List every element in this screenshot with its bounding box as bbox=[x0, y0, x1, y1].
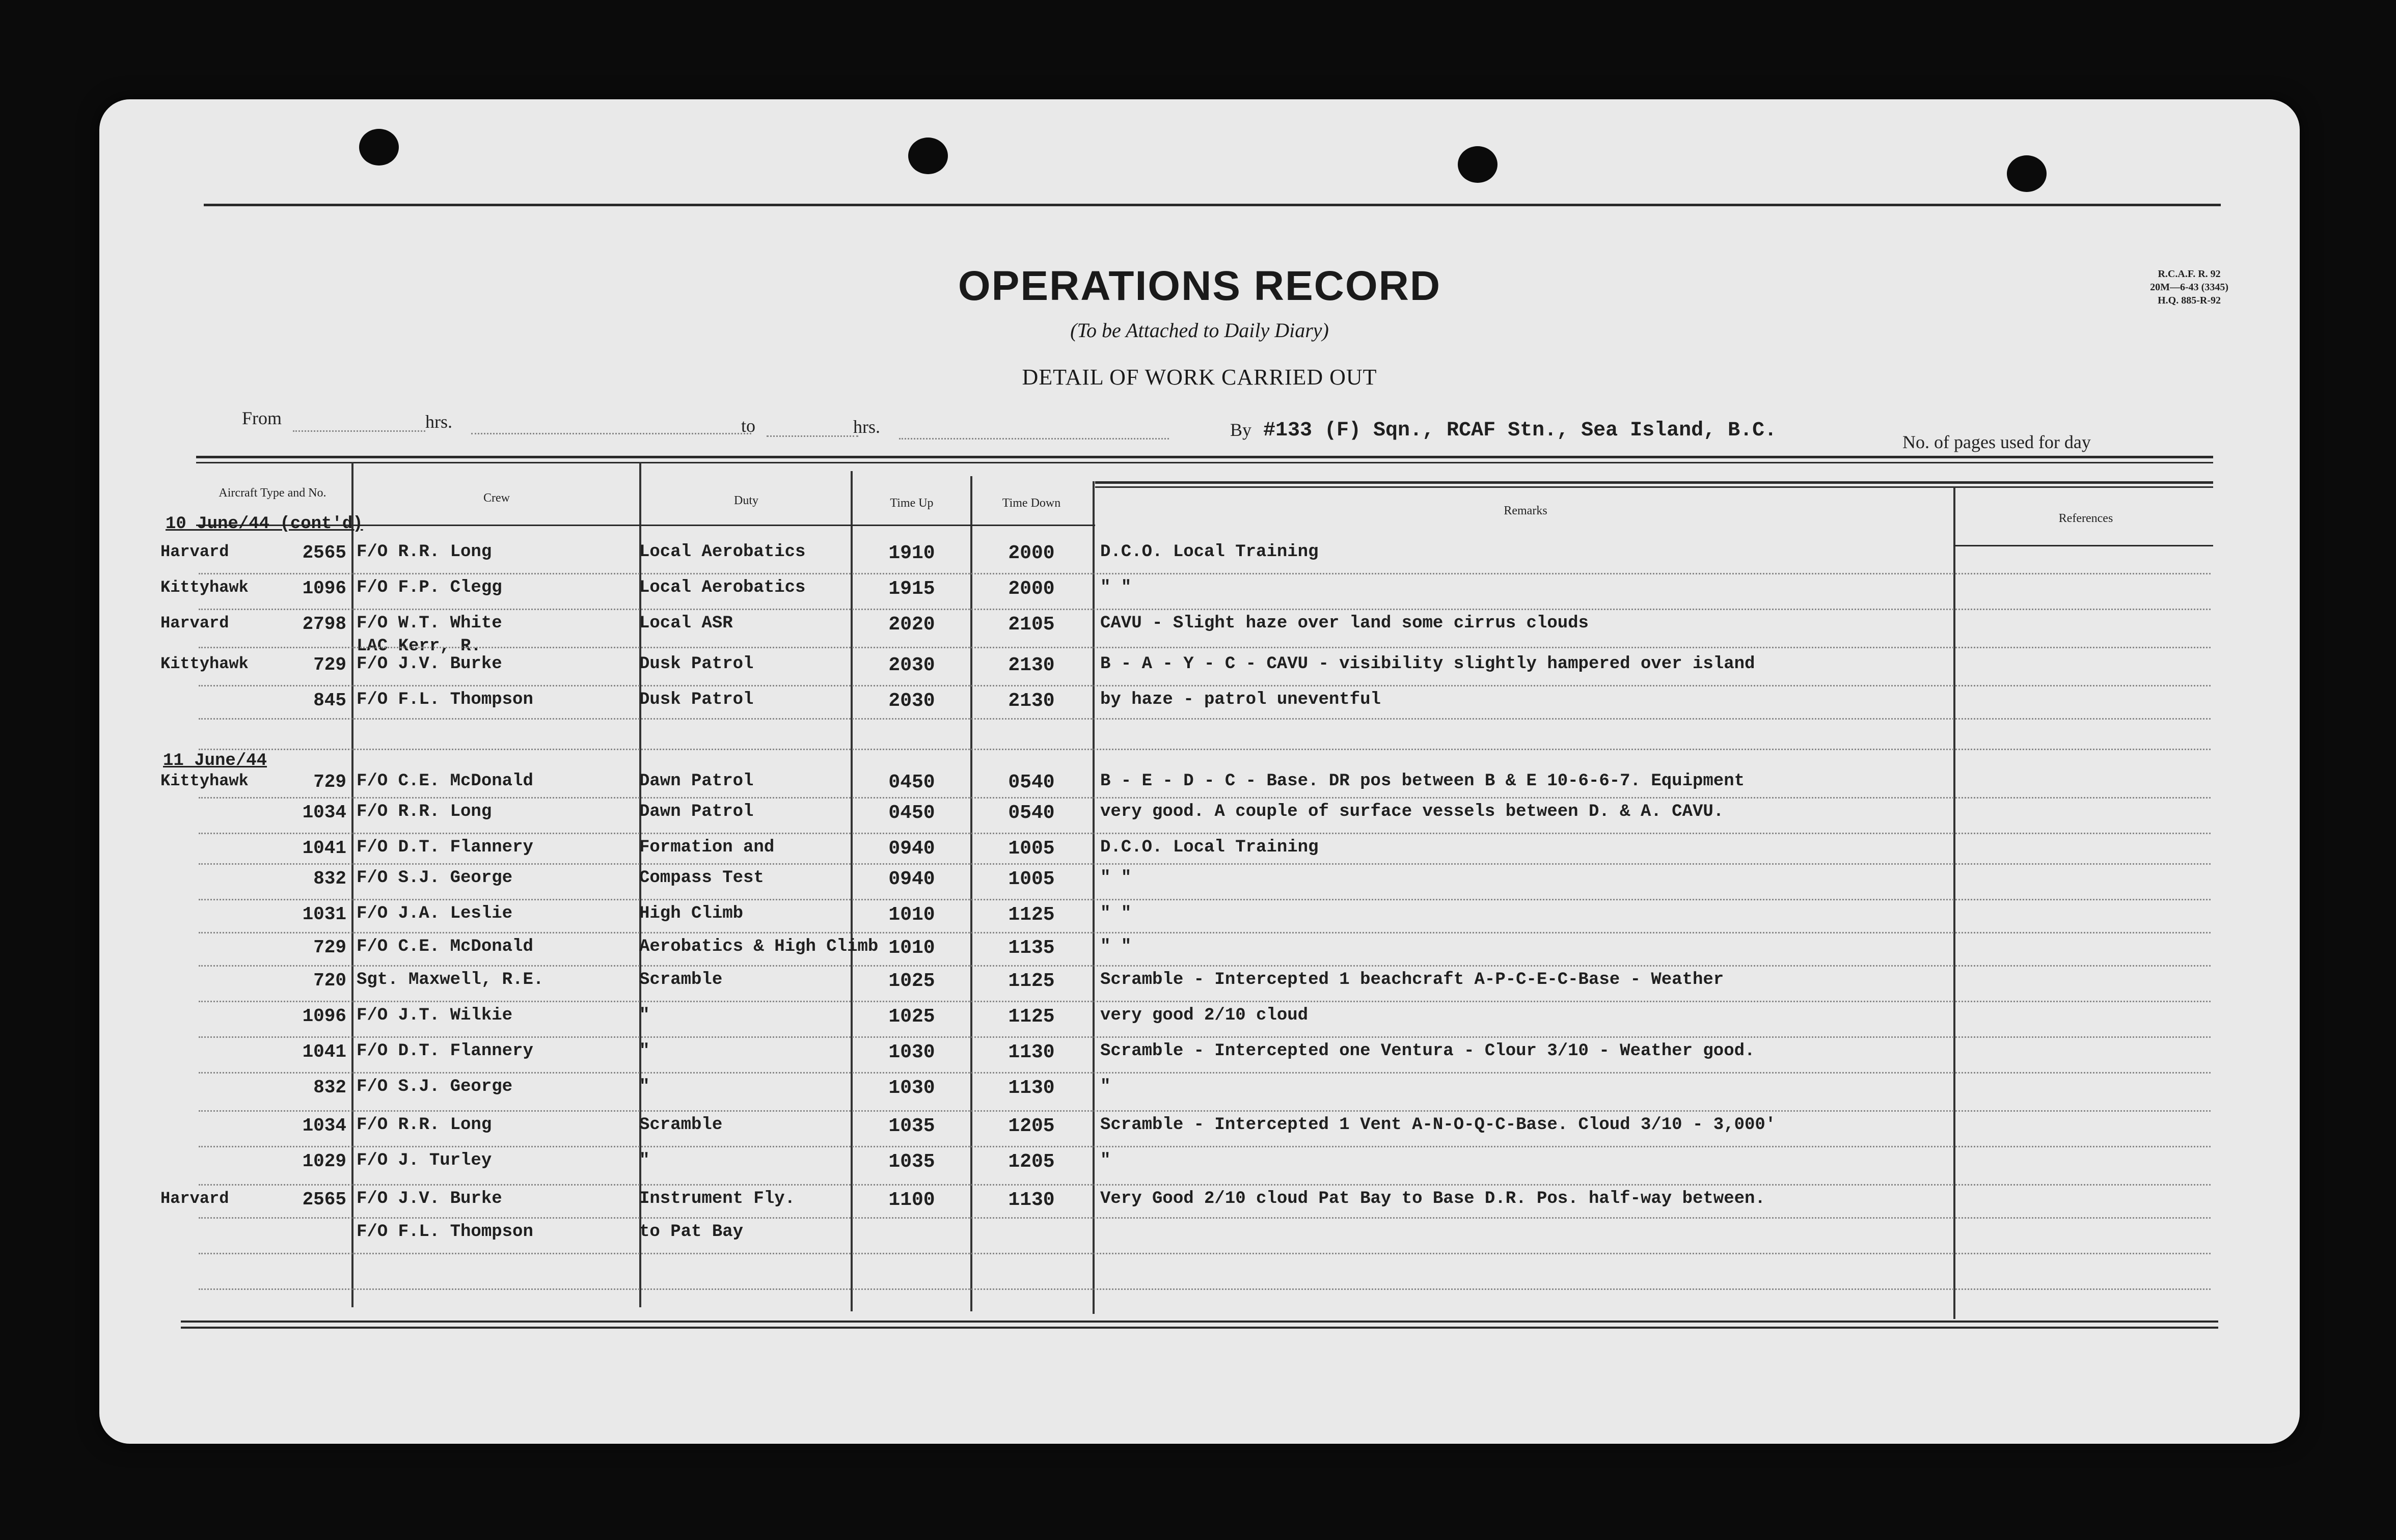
cell-remarks: " bbox=[1100, 1151, 1111, 1170]
row-rule bbox=[199, 573, 2211, 574]
by-label: By bbox=[1230, 420, 1252, 440]
cell-no: 1096 bbox=[302, 1006, 346, 1027]
cell-crew: F/O J.A. Leslie bbox=[357, 904, 513, 923]
cell-up: 1035 bbox=[888, 1115, 935, 1137]
cell-duty: " bbox=[639, 1077, 650, 1096]
cell-down: 0540 bbox=[1008, 772, 1055, 793]
cell-up: 1910 bbox=[888, 542, 935, 564]
detail-heading: DETAIL OF WORK CARRIED OUT bbox=[1022, 365, 1377, 390]
cell-no: 2565 bbox=[302, 1189, 346, 1210]
cell-remarks: Scramble - Intercepted one Ventura - Clour 3/10 - Weather good. bbox=[1100, 1041, 1755, 1061]
cell-duty: to Pat Bay bbox=[639, 1222, 744, 1242]
cell-duty: Dusk Patrol bbox=[639, 690, 754, 709]
cell-duty: High Climb bbox=[639, 904, 744, 923]
cell-duty: Scramble bbox=[639, 1115, 723, 1135]
cell-crew: F/O J. Turley bbox=[357, 1151, 492, 1170]
cell-type: Kittyhawk bbox=[160, 772, 249, 790]
cell-no: 832 bbox=[313, 1077, 346, 1098]
row-rule bbox=[199, 1072, 2211, 1074]
column-divider bbox=[351, 462, 353, 1307]
cell-crew: F/O W.T. White bbox=[357, 614, 502, 633]
bottom-double-rule bbox=[181, 1321, 2218, 1323]
cell-down: 0540 bbox=[1008, 802, 1055, 824]
cell-no: 1034 bbox=[302, 1115, 346, 1136]
cell-duty: Dawn Patrol bbox=[639, 802, 754, 821]
cell-remarks: very good 2/10 cloud bbox=[1100, 1006, 1309, 1025]
cell-down: 1130 bbox=[1008, 1041, 1055, 1063]
row-rule bbox=[199, 1184, 2211, 1186]
top-rule bbox=[204, 204, 2221, 206]
cell-down: 2130 bbox=[1008, 654, 1055, 676]
cell-down: 1205 bbox=[1008, 1115, 1055, 1137]
cell-up: 0450 bbox=[888, 772, 935, 793]
cell-down: 2105 bbox=[1008, 614, 1055, 636]
cell-up: 0450 bbox=[888, 802, 935, 824]
punch-hole bbox=[2007, 155, 2047, 192]
cell-down: 1125 bbox=[1008, 970, 1055, 992]
cell-crew: F/O F.L. Thompson bbox=[357, 1222, 533, 1242]
cell-remarks: B - E - D - C - Base. DR pos between B & E 10-6-6-7. Equipment bbox=[1100, 772, 1745, 791]
header-double-rule bbox=[196, 456, 2213, 458]
cell-crew: F/O D.T. Flannery bbox=[357, 1041, 533, 1061]
punch-hole bbox=[359, 129, 399, 166]
row-rule bbox=[199, 1146, 2211, 1147]
cell-no: 1041 bbox=[302, 1041, 346, 1062]
cell-no: 1096 bbox=[302, 578, 346, 599]
cell-remarks: D.C.O. Local Training bbox=[1100, 542, 1319, 562]
row-rule bbox=[199, 647, 2211, 648]
cell-no: 1029 bbox=[302, 1151, 346, 1172]
cell-remarks: by haze - patrol uneventful bbox=[1100, 690, 1381, 709]
cell-crew: F/O D.T. Flannery bbox=[357, 838, 533, 857]
operations-record-card bbox=[99, 99, 2300, 1444]
date-heading: 10 June/44 (cont'd) bbox=[166, 514, 363, 534]
cell-type: Harvard bbox=[160, 1189, 229, 1208]
cell-no: 1041 bbox=[302, 838, 346, 859]
cell-remarks: " bbox=[1100, 1077, 1111, 1096]
cell-duty: Instrument Fly. bbox=[639, 1189, 796, 1208]
row-rule bbox=[199, 749, 2211, 750]
col-header-crew: Crew bbox=[483, 491, 510, 505]
cell-no: 729 bbox=[313, 772, 346, 792]
hrs2-label: hrs. bbox=[853, 417, 880, 437]
cell-crew: F/O R.R. Long bbox=[357, 542, 492, 562]
cell-down: 1130 bbox=[1008, 1189, 1055, 1211]
column-divider bbox=[1093, 481, 1095, 1314]
cell-crew: F/O J.V. Burke bbox=[357, 1189, 502, 1208]
cell-remarks: D.C.O. Local Training bbox=[1100, 838, 1319, 857]
cell-crew: F/O R.R. Long bbox=[357, 1115, 492, 1135]
header-bottom-rule bbox=[1953, 545, 2213, 546]
punch-hole bbox=[1458, 146, 1498, 183]
cell-type: Kittyhawk bbox=[160, 654, 249, 673]
cell-no: 729 bbox=[313, 937, 346, 958]
cell-crew: LAC Kerr, R. bbox=[357, 637, 481, 656]
cell-up: 1010 bbox=[888, 904, 935, 926]
cell-type: Kittyhawk bbox=[160, 578, 249, 597]
cell-crew: F/O F.L. Thompson bbox=[357, 690, 533, 709]
cell-remarks: " " bbox=[1100, 904, 1132, 923]
form-code-line: R.C.A.F. R. 92 bbox=[2158, 268, 2221, 280]
cell-up: 1100 bbox=[888, 1189, 935, 1211]
cell-crew: F/O R.R. Long bbox=[357, 802, 492, 821]
to-blank bbox=[767, 435, 858, 437]
cell-down: 2000 bbox=[1008, 542, 1055, 564]
row-rule bbox=[199, 1110, 2211, 1112]
cell-up: 1915 bbox=[888, 578, 935, 600]
column-divider bbox=[1953, 486, 1955, 1319]
cell-remarks: " " bbox=[1100, 868, 1132, 888]
from-blank bbox=[293, 430, 425, 432]
col-header-time-down: Time Down bbox=[1002, 497, 1061, 510]
cell-crew: F/O F.P. Clegg bbox=[357, 578, 502, 597]
cell-duty: Formation and bbox=[639, 838, 775, 857]
row-rule bbox=[199, 797, 2211, 799]
cell-up: 1025 bbox=[888, 970, 935, 992]
row-rule bbox=[199, 932, 2211, 933]
punch-hole bbox=[908, 138, 948, 174]
cell-up: 2030 bbox=[888, 654, 935, 676]
cell-crew: F/O C.E. McDonald bbox=[357, 772, 533, 791]
page-title: OPERATIONS RECORD bbox=[958, 263, 1441, 309]
cell-down: 1125 bbox=[1008, 1006, 1055, 1028]
cell-duty: Compass Test bbox=[639, 868, 764, 888]
cell-duty: " bbox=[639, 1151, 650, 1170]
cell-duty: Dawn Patrol bbox=[639, 772, 754, 791]
row-rule bbox=[199, 685, 2211, 686]
cell-down: 1125 bbox=[1008, 904, 1055, 926]
cell-remarks: " " bbox=[1100, 937, 1132, 956]
cell-type: Harvard bbox=[160, 614, 229, 632]
cell-up: 2030 bbox=[888, 690, 935, 712]
date2-blank bbox=[899, 438, 1169, 439]
cell-down: 1135 bbox=[1008, 937, 1055, 959]
col-header-references: References bbox=[2058, 512, 2113, 525]
form-code bbox=[2150, 267, 2228, 307]
cell-remarks: Scramble - Intercepted 1 beachcraft A-P-C-E-C-Base - Weather bbox=[1100, 970, 1724, 989]
bottom-double-rule bbox=[181, 1327, 2218, 1329]
header-double-rule bbox=[1095, 481, 2213, 484]
row-rule bbox=[199, 609, 2211, 610]
cell-duty: " bbox=[639, 1006, 650, 1025]
cell-duty: Local Aerobatics bbox=[639, 542, 806, 562]
date-heading: 11 June/44 bbox=[163, 751, 267, 771]
cell-duty: Scramble bbox=[639, 970, 723, 989]
form-code-line: 20M—6-43 (3345) bbox=[2150, 282, 2228, 293]
date-blank bbox=[471, 433, 751, 434]
from-label: From bbox=[242, 408, 282, 428]
row-rule bbox=[199, 1217, 2211, 1219]
header-double-rule bbox=[1095, 486, 2213, 488]
row-rule bbox=[199, 1036, 2211, 1038]
cell-no: 1034 bbox=[302, 802, 346, 823]
cell-remarks: CAVU - Slight haze over land some cirrus clouds bbox=[1100, 614, 1589, 633]
cell-crew: F/O C.E. McDonald bbox=[357, 937, 533, 956]
row-rule bbox=[199, 863, 2211, 865]
to-label: to bbox=[741, 416, 756, 436]
cell-no: 845 bbox=[313, 690, 346, 711]
cell-no: 729 bbox=[313, 654, 346, 675]
row-rule bbox=[199, 965, 2211, 967]
col-header-time-up: Time Up bbox=[890, 497, 934, 510]
cell-remarks: very good. A couple of surface vessels between D. & A. CAVU. bbox=[1100, 802, 1724, 821]
row-rule bbox=[199, 1001, 2211, 1002]
form-code-line: H.Q. 885-R-92 bbox=[2158, 295, 2221, 306]
by-value: #133 (F) Sqn., RCAF Stn., Sea Island, B.C. bbox=[1263, 419, 1777, 442]
row-rule bbox=[199, 833, 2211, 834]
cell-up: 0940 bbox=[888, 838, 935, 860]
cell-up: 1030 bbox=[888, 1041, 935, 1063]
cell-down: 1130 bbox=[1008, 1077, 1055, 1099]
cell-no: 832 bbox=[313, 868, 346, 889]
cell-up: 1025 bbox=[888, 1006, 935, 1028]
col-header-duty: Duty bbox=[734, 494, 758, 507]
cell-remarks: Very Good 2/10 cloud Pat Bay to Base D.R. Pos. half-way between. bbox=[1100, 1189, 1765, 1208]
hrs-label: hrs. bbox=[425, 411, 452, 432]
cell-remarks: " " bbox=[1100, 578, 1132, 597]
col-header-remarks: Remarks bbox=[1504, 504, 1547, 517]
cell-type: Harvard bbox=[160, 542, 229, 561]
cell-crew: F/O S.J. George bbox=[357, 1077, 513, 1096]
page-subtitle: (To be Attached to Daily Diary) bbox=[1070, 319, 1329, 342]
cell-crew: F/O S.J. George bbox=[357, 868, 513, 888]
pages-label: No. of pages used for day bbox=[1902, 432, 2091, 452]
cell-down: 2000 bbox=[1008, 578, 1055, 600]
cell-remarks: Scramble - Intercepted 1 Vent A-N-O-Q-C-Base. Cloud 3/10 - 3,000' bbox=[1100, 1115, 1776, 1135]
cell-no: 2798 bbox=[302, 614, 346, 635]
cell-up: 1030 bbox=[888, 1077, 935, 1099]
header-double-rule bbox=[196, 462, 2213, 463]
cell-duty: Aerobatics & High Climb bbox=[639, 937, 879, 956]
cell-down: 1005 bbox=[1008, 838, 1055, 860]
cell-duty: Dusk Patrol bbox=[639, 654, 754, 674]
column-divider bbox=[970, 476, 972, 1311]
cell-down: 1205 bbox=[1008, 1151, 1055, 1173]
row-rule bbox=[199, 1253, 2211, 1254]
cell-down: 2130 bbox=[1008, 690, 1055, 712]
row-rule bbox=[199, 1288, 2211, 1290]
cell-duty: " bbox=[639, 1041, 650, 1061]
row-rule bbox=[199, 899, 2211, 900]
cell-no: 2565 bbox=[302, 542, 346, 563]
cell-up: 1010 bbox=[888, 937, 935, 959]
cell-up: 0940 bbox=[888, 868, 935, 890]
cell-duty: Local ASR bbox=[639, 614, 733, 633]
row-rule bbox=[199, 718, 2211, 720]
cell-crew: F/O J.T. Wilkie bbox=[357, 1006, 513, 1025]
cell-no: 720 bbox=[313, 970, 346, 991]
cell-up: 2020 bbox=[888, 614, 935, 636]
cell-crew: F/O J.V. Burke bbox=[357, 654, 502, 674]
cell-no: 1031 bbox=[302, 904, 346, 925]
cell-duty: Local Aerobatics bbox=[639, 578, 806, 597]
cell-down: 1005 bbox=[1008, 868, 1055, 890]
cell-remarks: B - A - Y - C - CAVU - visibility slightly hampered over island bbox=[1100, 654, 1755, 674]
cell-up: 1035 bbox=[888, 1151, 935, 1173]
col-header-aircraft: Aircraft Type and No. bbox=[219, 486, 326, 500]
cell-crew: Sgt. Maxwell, R.E. bbox=[357, 970, 544, 989]
